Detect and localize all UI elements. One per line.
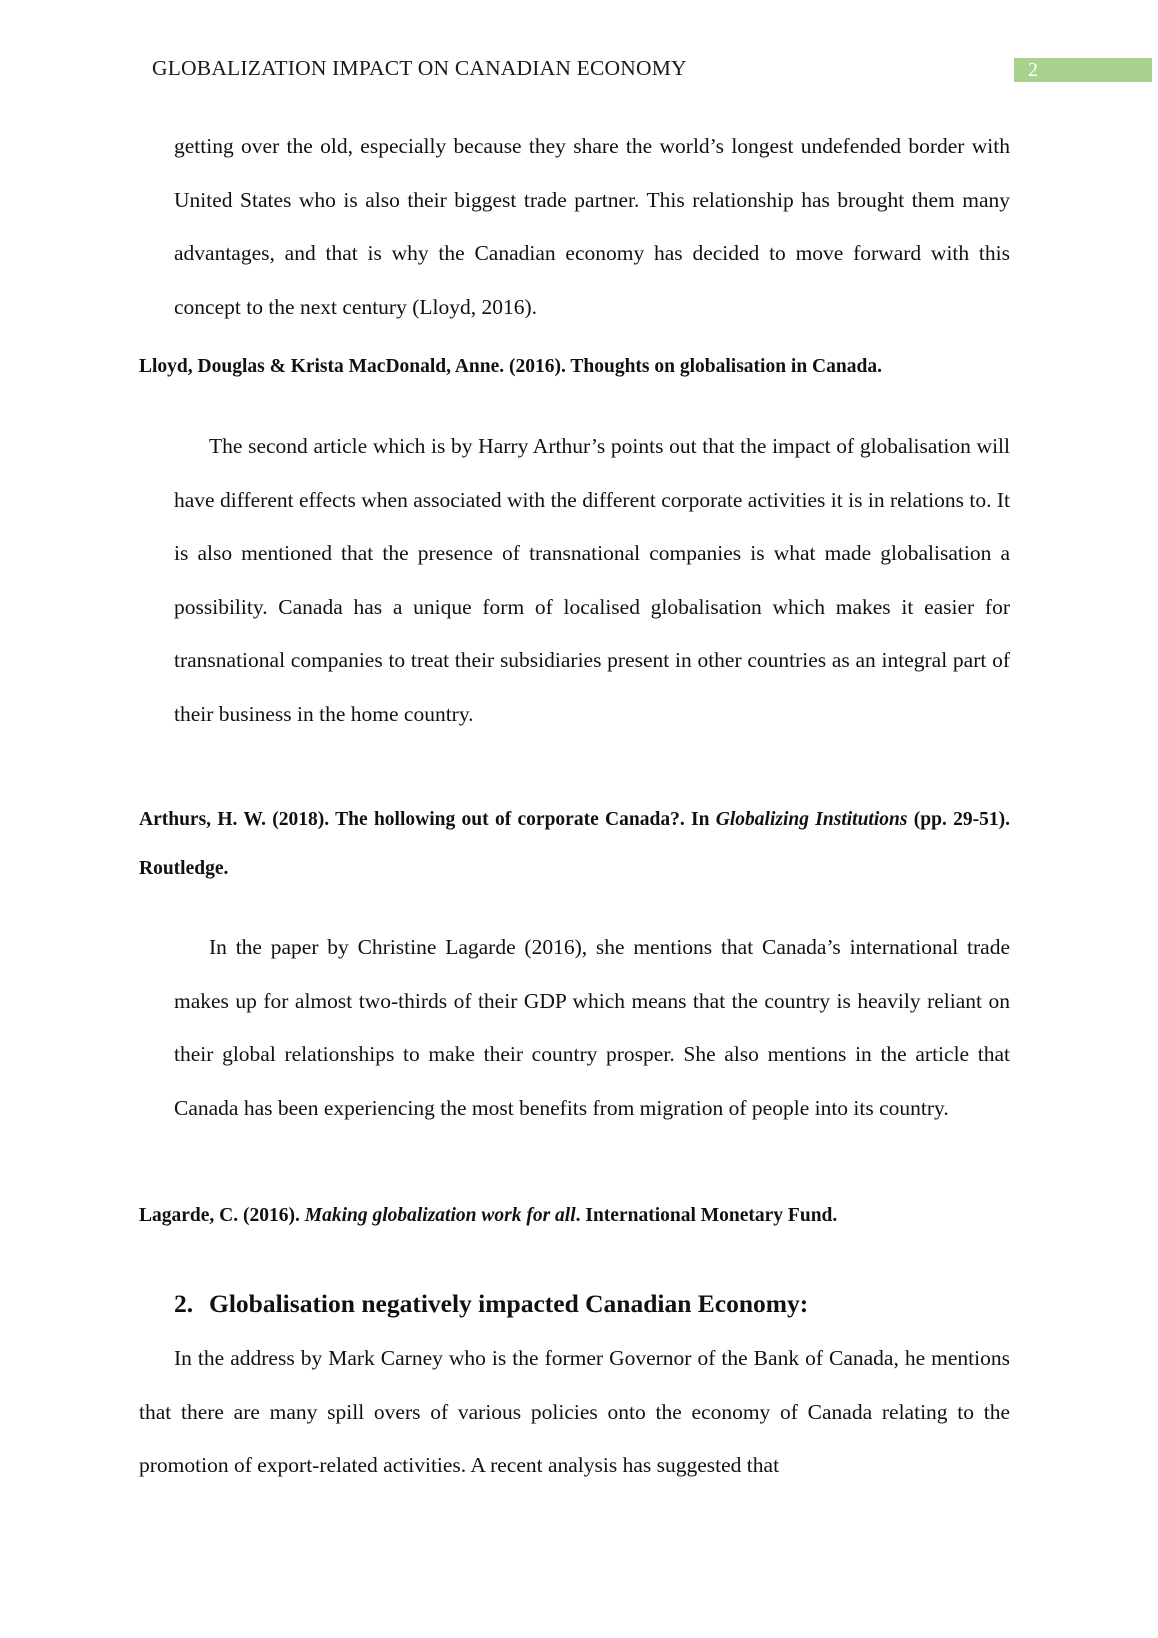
reference-arthurs <box>139 795 1010 893</box>
reference-lloyd: Lloyd, Douglas & Krista MacDonald, Anne. (2016). Thoughts on globalisation in Canada. <box>139 356 882 377</box>
running-header-title: GLOBALIZATION IMPACT ON CANADIAN ECONOMY <box>152 56 687 80</box>
section-heading <box>174 1284 808 1324</box>
reference-arthurs-source: (pp. 29-51). Routledge. <box>139 809 1011 879</box>
reference-arthurs-title: Globalizing Institutions <box>715 809 908 830</box>
reference-lagarde <box>139 1191 1010 1240</box>
body-paragraph-3: In the paper by Christine Lagarde (2016), she mentions that Canada’s international trade makes up for almost two-thirds of their GDP which means that the country is heavily reliant on their global relationships to make their country prosper. She also mentions in the article that Canada has been experiencing the most benefits from migration of people into its country. <box>174 935 1010 1120</box>
body-paragraph-4: In the address by Mark Carney who is the former Governor of the Bank of Canada, he mentions that there are many spill overs of various policies onto the economy of Canada relating to the promotion of export-related activities. A recent analysis has suggested that <box>139 1346 1010 1477</box>
reference-lagarde-text: Lagarde, C. (2016). <box>139 1205 305 1226</box>
reference-lagarde-source: . International Monetary Fund. <box>575 1205 838 1226</box>
page-number: 2 <box>1014 58 1152 82</box>
reference-arthurs-text: Arthurs, H. W. (2018). The hollowing out of corporate Canada?. In <box>139 809 716 830</box>
section-heading-number: 2. <box>174 1289 194 1318</box>
body-paragraph-1: getting over the old, especially because they share the world’s longest undefended border with United States who is also their biggest trade partner. This relationship has brought them many advantages, and that is why the Canadian economy has decided to move forward with this concept to the next century (Lloyd, 2016). <box>174 134 1010 319</box>
body-paragraph-2: The second article which is by Harry Arthur’s points out that the impact of globalisation will have different effects when associated with the different corporate activities it is in relations to. It is also mentioned that the presence of transnational companies is what made globalisation a possibility. Canada has a unique form of localised globalisation which makes it easier for transnational companies to treat their subsidiaries present in other countries as an integral part of their business in the home country. <box>174 434 1010 726</box>
reference-lagarde-title: Making globalization work for all <box>304 1205 576 1226</box>
section-heading-text: Globalisation negatively impacted Canadian Economy: <box>209 1289 809 1318</box>
